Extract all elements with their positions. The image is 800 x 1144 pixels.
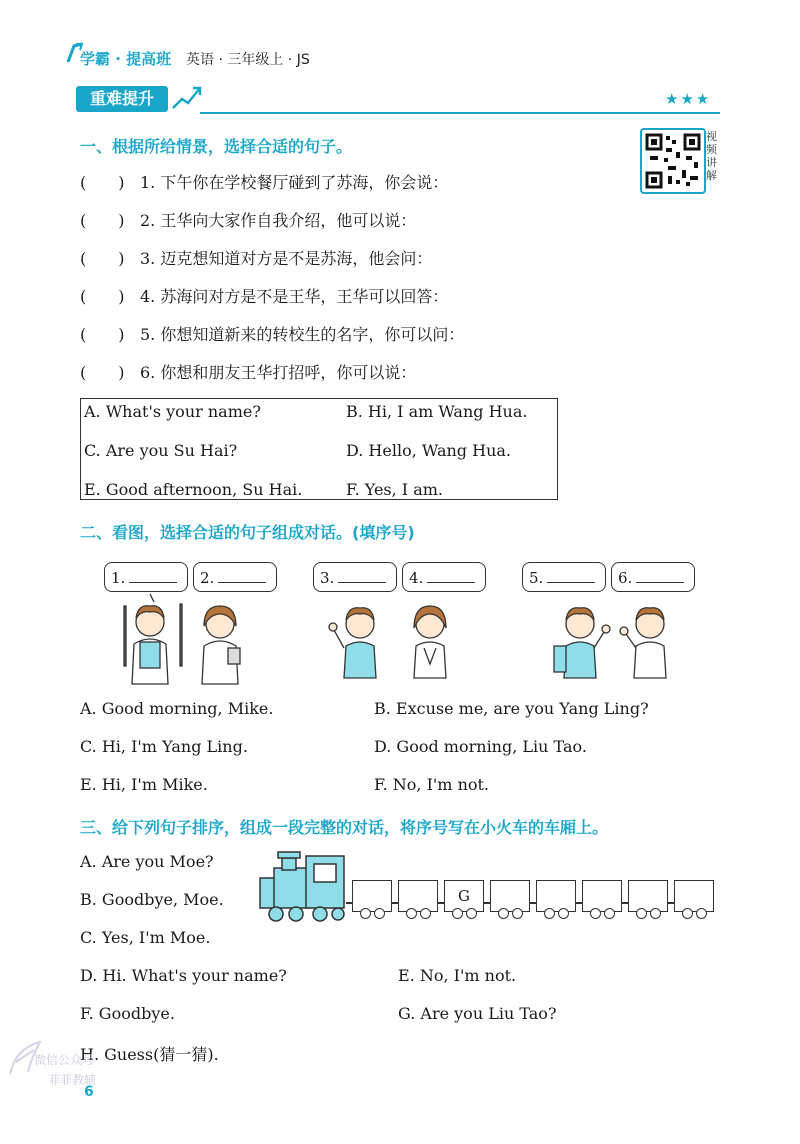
bubble-number: 5. xyxy=(529,569,544,587)
question-text: 3. 迈克想知道对方是不是苏海，他会问： xyxy=(140,249,433,268)
train-car[interactable] xyxy=(444,880,484,912)
option-c: C. Are you Su Hai? xyxy=(84,441,238,460)
bubble-number: 2. xyxy=(200,569,215,587)
train-wheel xyxy=(696,908,707,919)
answer-line[interactable] xyxy=(338,566,386,583)
answer-blank[interactable]: ( ) xyxy=(80,211,125,230)
section-3-title: 三、给下列句子排序，组成一段完整的对话，将序号写在小火车的车厢上。 xyxy=(80,818,609,837)
answer-blank[interactable]: ( ) xyxy=(80,173,125,192)
train-coupler xyxy=(392,902,398,904)
train-car[interactable] xyxy=(490,880,530,912)
train-coupler xyxy=(668,902,674,904)
train-wheel xyxy=(512,908,523,919)
option-a: A. What's your name? xyxy=(84,402,261,421)
boy-icon xyxy=(620,608,666,678)
section-banner: 重难提升 xyxy=(76,86,168,112)
dialogue-option-d: D. Good morning, Liu Tao. xyxy=(374,737,587,756)
bubble-number: 3. xyxy=(320,569,335,587)
sentence-b: B. Goodbye, Moe. xyxy=(80,890,224,909)
question-3 xyxy=(80,246,432,269)
train-coupler xyxy=(438,902,444,904)
sentence-g: G. Are you Liu Tao? xyxy=(398,1004,557,1023)
trend-arrow-icon xyxy=(170,82,204,112)
sentence-e: E. No, I'm not. xyxy=(398,966,517,985)
speech-bubble-4[interactable] xyxy=(402,562,486,592)
train-wheel xyxy=(406,908,417,919)
answer-blank[interactable]: ( ) xyxy=(80,325,125,344)
dialogue-option-c: C. Hi, I'm Yang Ling. xyxy=(80,737,248,756)
sentence-h: H. Guess(猜一猜). xyxy=(80,1045,219,1064)
train-wheel xyxy=(452,908,463,919)
dialogue-illustration xyxy=(120,594,720,686)
train-wheel xyxy=(498,908,509,919)
speech-bubble-2[interactable] xyxy=(193,562,277,592)
train-wheel xyxy=(466,908,477,919)
question-2 xyxy=(80,208,416,231)
subject-label: 英语 · 三年级上 · JS xyxy=(186,52,310,68)
train-wheel xyxy=(650,908,661,919)
train-wheel xyxy=(590,908,601,919)
watermark-line-2: 菲菲教辅 xyxy=(48,1073,97,1087)
boy-with-board-icon xyxy=(124,594,168,684)
question-1 xyxy=(80,170,448,193)
train-car[interactable] xyxy=(398,880,438,912)
speech-bubble-6[interactable] xyxy=(611,562,695,592)
girl-icon xyxy=(414,606,446,678)
answer-line[interactable] xyxy=(427,566,475,583)
section-2-title: 二、看图，选择合适的句子组成对话。(填序号) xyxy=(80,523,415,542)
dialogue-option-f: F. No, I'm not. xyxy=(374,775,490,794)
question-6 xyxy=(80,360,416,383)
qr-code-icon[interactable] xyxy=(640,128,706,194)
train-wheel xyxy=(636,908,647,919)
dialogue-option-a: A. Good morning, Mike. xyxy=(80,699,274,718)
question-text: 2. 王华向大家作自我介绍，他可以说： xyxy=(140,211,417,230)
dialogue-option-e: E. Hi, I'm Mike. xyxy=(80,775,208,794)
sentence-f: F. Goodbye. xyxy=(80,1004,175,1023)
train-wheel xyxy=(360,908,371,919)
answer-line[interactable] xyxy=(218,566,266,583)
qr-video-label: 视频讲解 xyxy=(706,130,717,182)
option-b: B. Hi, I am Wang Hua. xyxy=(346,402,528,421)
difficulty-stars: ★★★ xyxy=(665,90,712,108)
train-wheel xyxy=(420,908,431,919)
option-d: D. Hello, Wang Hua. xyxy=(346,441,511,460)
bubble-number: 6. xyxy=(618,569,633,587)
answer-line[interactable] xyxy=(129,566,177,583)
speech-bubble-3[interactable] xyxy=(313,562,397,592)
answer-blank[interactable]: ( ) xyxy=(80,287,125,306)
sentence-c: C. Yes, I'm Moe. xyxy=(80,928,211,947)
page-number: 6 xyxy=(84,1084,94,1100)
speech-bubble-5[interactable] xyxy=(522,562,606,592)
train-car[interactable] xyxy=(628,880,668,912)
train-wheel xyxy=(558,908,569,919)
brand-title: 学霸 · 提高班 xyxy=(80,50,172,68)
train-coupler xyxy=(622,902,628,904)
train-car[interactable] xyxy=(536,880,576,912)
answer-line[interactable] xyxy=(636,566,684,583)
train-car[interactable] xyxy=(582,880,622,912)
girl-with-book-icon xyxy=(180,604,240,684)
train-coupler xyxy=(530,902,536,904)
train-coupler xyxy=(576,902,582,904)
answer-blank[interactable]: ( ) xyxy=(80,363,125,382)
train-wheel xyxy=(544,908,555,919)
bubble-number: 1. xyxy=(111,569,126,587)
watermark-line-1: 微信公众号 xyxy=(34,1053,95,1067)
option-f: F. Yes, I am. xyxy=(346,480,444,499)
answer-blank[interactable]: ( ) xyxy=(80,249,125,268)
question-5 xyxy=(80,322,464,345)
train-coupler xyxy=(484,902,490,904)
train-wheel xyxy=(682,908,693,919)
train-wheel xyxy=(374,908,385,919)
sentence-a: A. Are you Moe? xyxy=(80,852,214,871)
waving-boy-icon xyxy=(329,608,376,678)
question-text: 5. 你想知道新来的转校生的名字，你可以问： xyxy=(140,325,465,344)
train-car[interactable] xyxy=(352,880,392,912)
bubble-number: 4. xyxy=(409,569,424,587)
answer-line[interactable] xyxy=(547,566,595,583)
header-rule xyxy=(200,112,720,114)
boy-with-backpack-icon xyxy=(554,608,610,678)
train-car[interactable] xyxy=(674,880,714,912)
question-text: 4. 苏海问对方是不是王华，王华可以回答： xyxy=(140,287,449,306)
question-text: 6. 你想和朋友王华打招呼，你可以说： xyxy=(140,363,417,382)
question-4 xyxy=(80,284,448,307)
dialogue-option-b: B. Excuse me, are you Yang Ling? xyxy=(374,699,649,718)
train-wheel xyxy=(604,908,615,919)
option-e: E. Good afternoon, Su Hai. xyxy=(84,480,303,499)
question-text: 1. 下午你在学校餐厅碰到了苏海，你会说： xyxy=(140,173,449,192)
section-1-title: 一、根据所给情景，选择合适的句子。 xyxy=(80,137,353,156)
sentence-d: D. Hi. What's your name? xyxy=(80,966,287,985)
train-coupler xyxy=(346,902,352,904)
train-engine-icon xyxy=(256,850,352,924)
train-car-answer: G xyxy=(458,887,470,905)
speech-bubble-1[interactable] xyxy=(104,562,188,592)
